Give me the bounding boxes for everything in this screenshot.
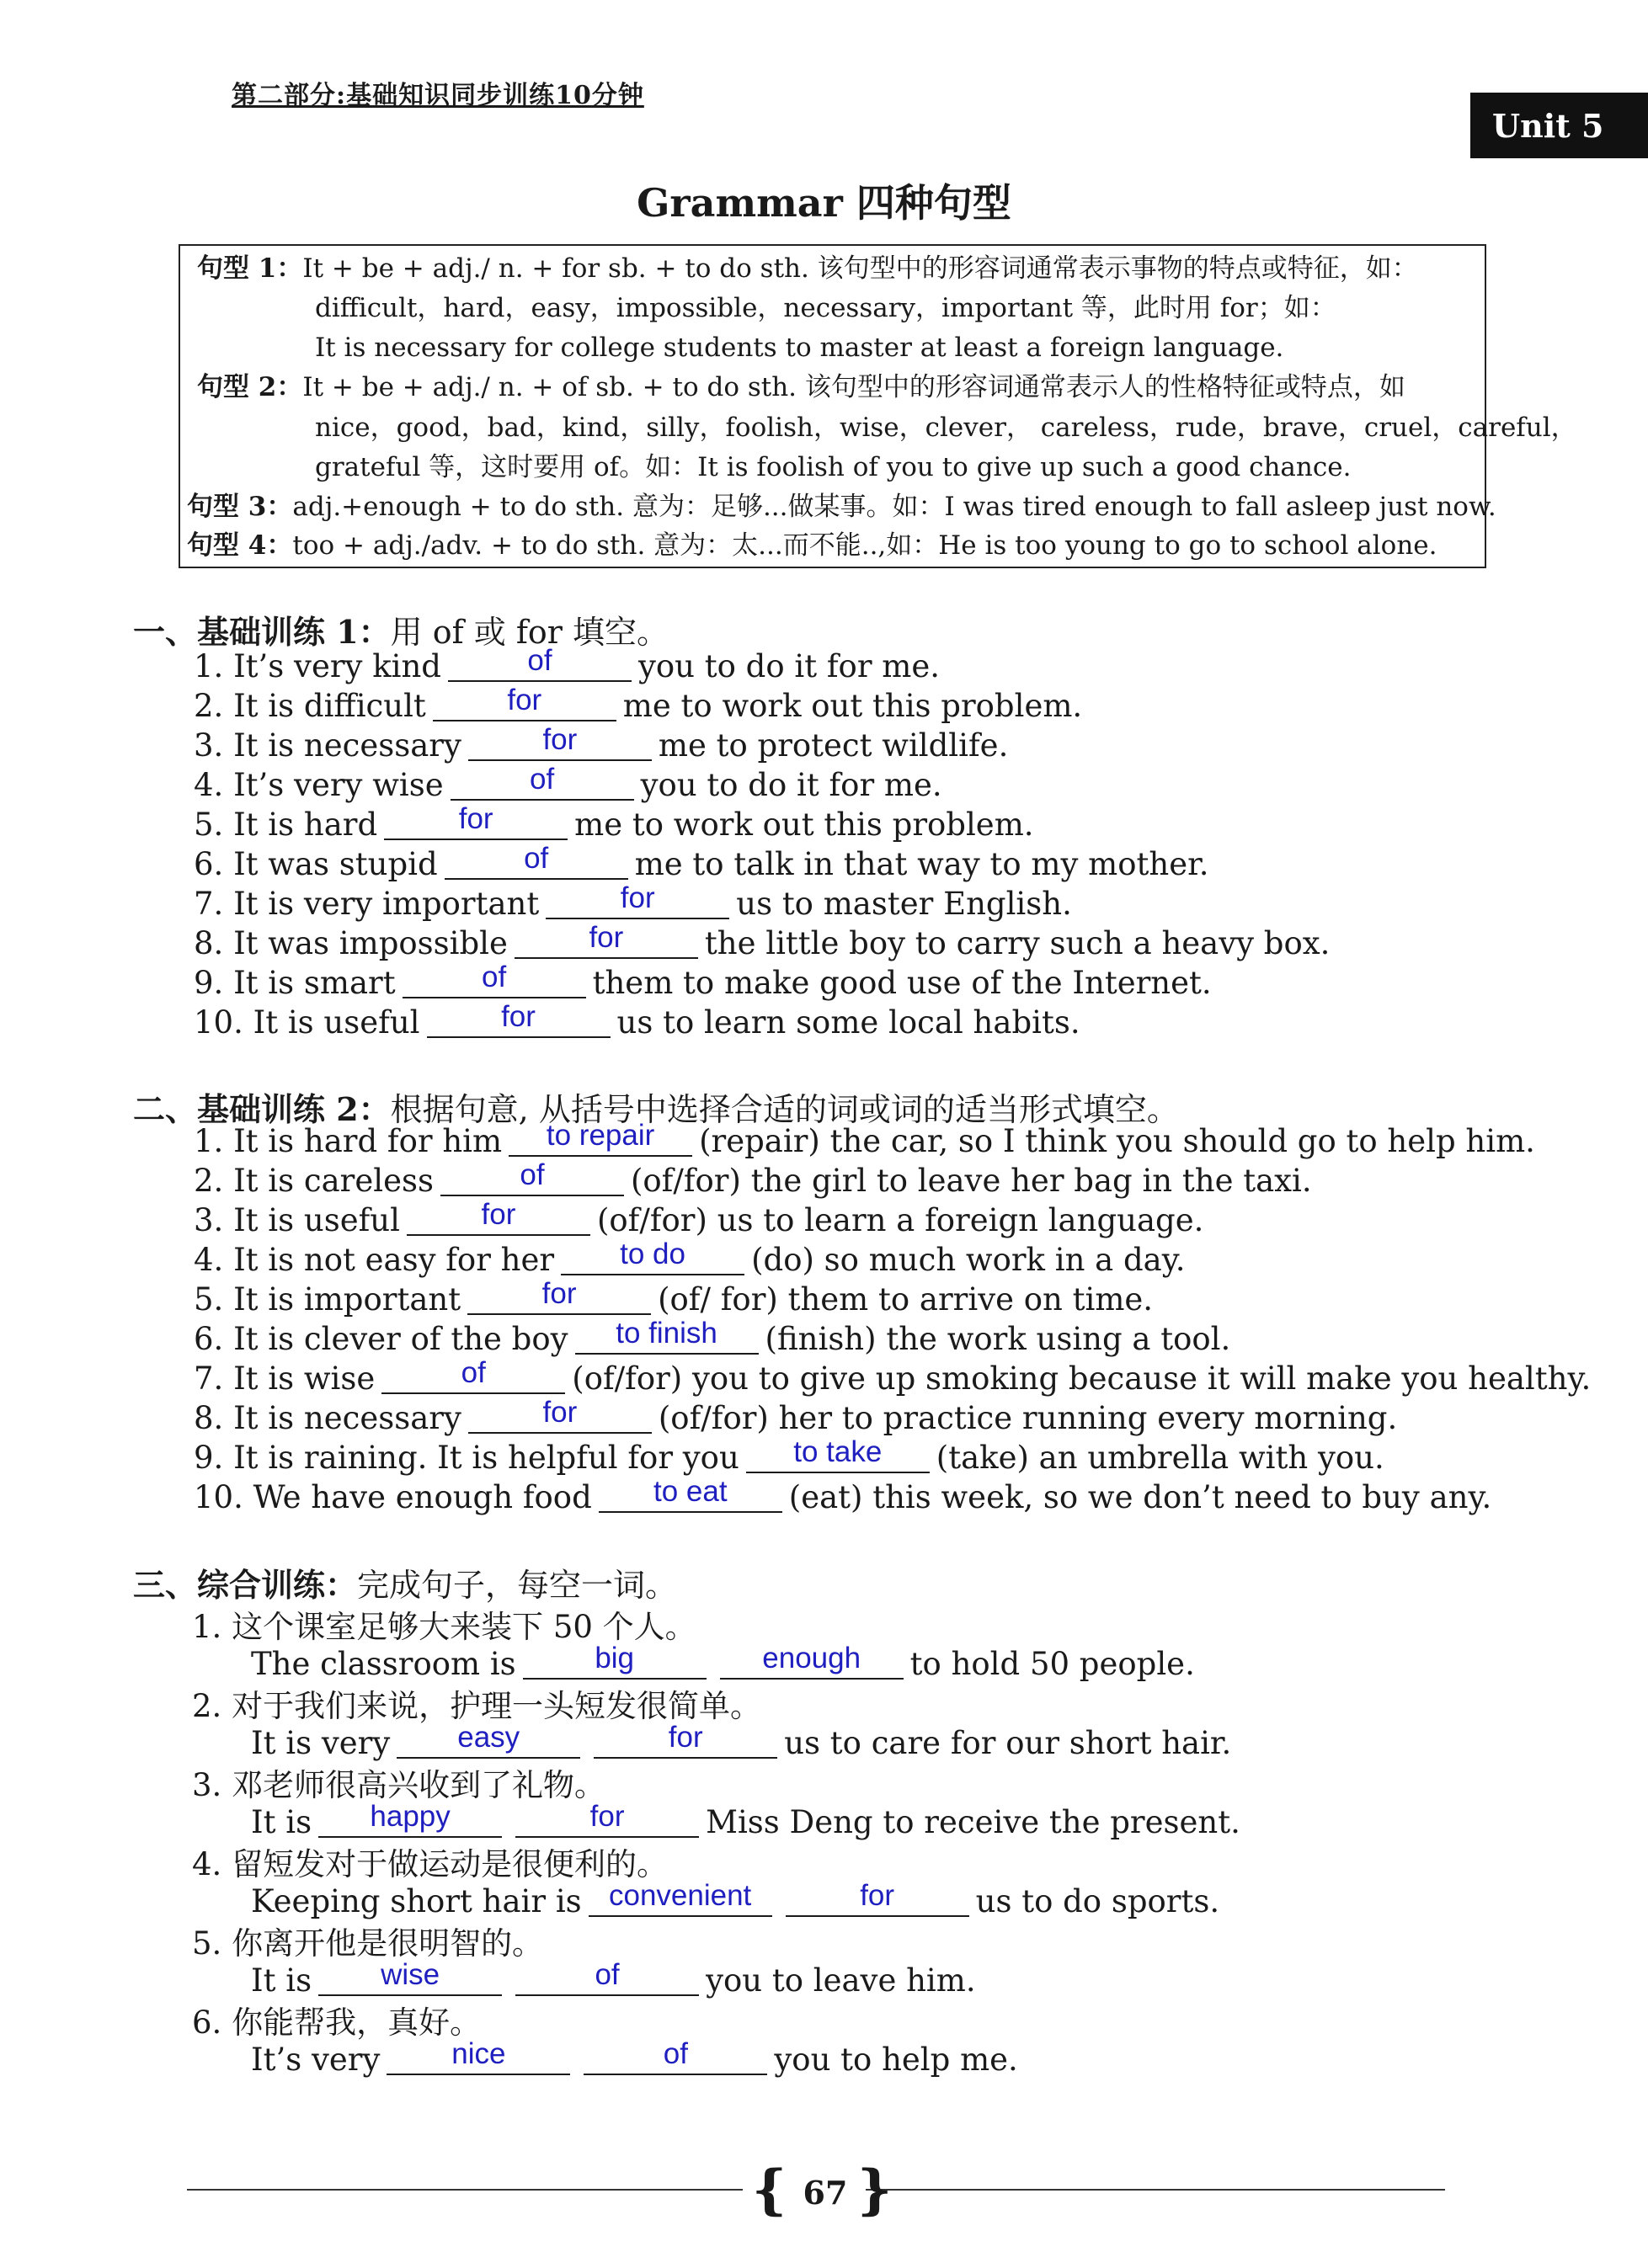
prompt-text: us to care for our short hair. — [784, 1725, 1232, 1761]
prompt-text: 8. It was impossible — [194, 925, 508, 961]
prompt-text: 8. It is necessary — [194, 1400, 461, 1436]
pattern-3-label: 句型 3： — [187, 492, 293, 522]
filled-answer: for — [481, 1198, 516, 1231]
prompt-text: you to do it for me. — [640, 767, 942, 803]
pattern-2-line-1: 句型 2：It + be + adj./ n. + of sb. + to do sth. 该句型中的形容词通常表示人的性格特征或特点，如 — [197, 372, 1405, 402]
answer-blank[interactable] — [515, 921, 698, 959]
answer-blank[interactable] — [584, 2037, 767, 2075]
pattern-4-label: 句型 4： — [187, 530, 293, 561]
answer-blank[interactable] — [445, 842, 628, 880]
prompt-text: you to help me. — [774, 2042, 1018, 2078]
pattern-2-line-3: grateful 等，这时要用 of。如：It is foolish of you to give up such a good chance. — [315, 452, 1352, 482]
answer-blank[interactable] — [515, 1958, 699, 1996]
answer-blank[interactable] — [786, 1879, 969, 1917]
filled-answer: happy — [370, 1800, 451, 1833]
prompt-text: the little boy to carry such a heavy box. — [704, 925, 1331, 961]
answer-blank[interactable] — [468, 723, 652, 761]
pattern-2-line-2: nice，good，bad，kind，silly，foolish，wise，clever， careless，rude，brave，cruel，careful， — [315, 413, 1577, 443]
pattern-1-line-2: difficult，hard，easy，impossible，necessary，important 等，此时用 for；如： — [315, 293, 1336, 323]
answer-blank[interactable] — [599, 1475, 782, 1513]
answer-blank[interactable] — [594, 1721, 777, 1759]
exercise-row — [194, 1317, 1231, 1357]
prompt-text: 7. It is very important — [194, 886, 540, 922]
exercise-row — [251, 2037, 1018, 2078]
exercise-row — [251, 1879, 1220, 1919]
prompt-text: (finish) the work using a tool. — [765, 1321, 1231, 1357]
filled-answer: of — [520, 1158, 545, 1191]
exercise-row — [194, 763, 942, 803]
page-bracket-right: } — [857, 2159, 893, 2222]
answer-blank[interactable] — [448, 644, 632, 682]
filled-answer: for — [542, 1396, 578, 1429]
exercise-row — [194, 723, 1009, 764]
prompt-text: them to make good use of the Internet. — [592, 965, 1212, 1001]
answer-blank[interactable] — [509, 1119, 692, 1157]
filled-answer: for — [458, 802, 493, 835]
prompt-text: Miss Deng to receive the present. — [706, 1804, 1240, 1840]
exercise-row — [194, 1198, 1204, 1238]
filled-answer: wise — [381, 1958, 440, 1991]
answer-blank[interactable] — [575, 1317, 759, 1355]
exercise-row — [251, 1642, 1195, 1682]
filled-answer: easy — [457, 1721, 520, 1754]
prompt-text: me to work out this problem. — [622, 688, 1083, 724]
exercise-row — [194, 684, 1083, 724]
answer-blank[interactable] — [523, 1642, 707, 1680]
prompt-text: 4. It is not easy for her — [194, 1242, 555, 1278]
prompt-text: Keeping short hair is — [251, 1883, 582, 1919]
prompt-text: 5. It is hard — [194, 807, 378, 843]
answer-blank[interactable] — [720, 1642, 904, 1680]
prompt-text: 6. It is clever of the boy — [194, 1321, 568, 1357]
exercise-row — [194, 1435, 1384, 1476]
pattern-4: 句型 4：too + adj./adv. + to do sth. 意为：太...而不能..,如：He is too young to go to school alone. — [187, 530, 1437, 561]
exercise-row — [194, 1158, 1312, 1199]
prompt-text: 2. It is difficult — [194, 688, 426, 724]
prompt-text: you to leave him. — [706, 1962, 976, 1999]
answer-blank[interactable] — [387, 2037, 570, 2075]
filled-answer: of — [481, 961, 507, 993]
filled-answer: to finish — [616, 1317, 717, 1350]
filled-answer: to take — [793, 1435, 883, 1468]
prompt-text: (take) an umbrella with you. — [936, 1440, 1384, 1476]
pattern-1-line-3: It is necessary for college students to master at least a foreign language. — [315, 333, 1284, 363]
prompt-text: It is very — [251, 1725, 391, 1761]
filled-answer: of — [595, 1958, 620, 1991]
answer-blank[interactable] — [589, 1879, 772, 1917]
prompt-text: (eat) this week, so we don’t need to buy any. — [788, 1479, 1492, 1515]
pattern-3: 句型 3：adj.+enough + to do sth. 意为：足够...做某事。如：I was tired enough to fall asleep just now. — [187, 492, 1496, 522]
exercise-row — [194, 921, 1331, 961]
section-1-heading: 一、基础训练 1：用 of 或 for 填空。 — [133, 613, 669, 651]
chinese-prompt: 6. 你能帮我，真好。 — [192, 2004, 482, 2041]
exercise-row — [194, 842, 1209, 882]
filled-answer: for — [507, 684, 542, 716]
answer-blank[interactable] — [440, 1158, 624, 1196]
filled-answer: for — [668, 1721, 703, 1754]
answer-blank[interactable] — [467, 1277, 651, 1315]
grammar-box — [179, 244, 1577, 568]
prompt-text: 2. It is careless — [194, 1163, 434, 1199]
answer-blank[interactable] — [318, 1800, 502, 1838]
prompt-text: me to protect wildlife. — [658, 727, 1009, 764]
prompt-text: me to talk in that way to my mother. — [634, 846, 1209, 882]
chinese-prompt: 3. 邓老师很高兴收到了礼物。 — [192, 1767, 606, 1803]
filled-answer: to do — [620, 1238, 685, 1270]
answer-blank[interactable] — [546, 881, 729, 919]
filled-answer: convenient — [608, 1879, 752, 1912]
prompt-text: (of/for) us to learn a foreign language. — [596, 1202, 1204, 1238]
answer-blank[interactable] — [427, 1000, 611, 1038]
unit-tab: Unit 5 — [1470, 93, 1648, 158]
exercise-row — [194, 881, 1072, 922]
prompt-text: 1. It is hard for him — [194, 1123, 503, 1159]
section-3-heading: 三、综合训练：完成句子，每空一词。 — [133, 1566, 678, 1604]
exercise-row — [194, 1277, 1154, 1318]
prompt-text: 6. It was stupid — [194, 846, 438, 882]
prompt-text: 9. It is smart — [194, 965, 396, 1001]
exercise-row — [194, 1475, 1492, 1515]
pattern-1-line-1: 句型 1：It + be + adj./ n. + for sb. + to do sth. 该句型中的形容词通常表示事物的特点或特征，如： — [197, 253, 1418, 284]
exercise-row — [194, 644, 941, 684]
chinese-prompt: 5. 你离开他是很明智的。 — [192, 1925, 544, 1962]
prompt-text: (of/ for) them to arrive on time. — [658, 1281, 1154, 1318]
filled-answer: nice — [451, 2037, 506, 2070]
prompt-text: 1. It’s very kind — [194, 648, 441, 684]
answer-blank[interactable] — [561, 1238, 744, 1275]
prompt-text: you to do it for me. — [637, 648, 941, 684]
answer-blank[interactable] — [397, 1721, 580, 1759]
filled-answer: for — [589, 921, 624, 954]
prompt-text: 3. It is necessary — [194, 727, 461, 764]
exercise-row — [194, 961, 1212, 1001]
filled-answer: for — [620, 881, 655, 914]
exercise-row — [251, 1958, 976, 1999]
filled-answer: enough — [762, 1642, 861, 1674]
answer-blank[interactable] — [384, 802, 568, 840]
exercise-row — [194, 1238, 1186, 1278]
filled-answer: big — [595, 1642, 635, 1674]
prompt-text: 3. It is useful — [194, 1202, 400, 1238]
page-title: Grammar 四种句型 — [637, 180, 1011, 226]
section-header: 第二部分:基础知识同步训练10分钟 — [232, 81, 644, 110]
section-2-heading: 二、基础训练 2：根据句意, 从括号中选择合适的词或词的适当形式填空。 — [133, 1090, 1179, 1128]
filled-answer: for — [542, 723, 578, 756]
chinese-prompt: 4. 留短发对于做运动是很便利的。 — [192, 1846, 669, 1882]
prompt-text: me to work out this problem. — [574, 807, 1034, 843]
prompt-text: (do) so much work in a day. — [751, 1242, 1186, 1278]
answer-blank[interactable] — [407, 1198, 590, 1236]
prompt-text: It’s very — [251, 2042, 381, 2078]
prompt-text: (of/for) her to practice running every morning. — [658, 1400, 1398, 1436]
answer-blank[interactable] — [381, 1356, 565, 1394]
filled-answer: of — [530, 763, 555, 796]
prompt-text: us to master English. — [736, 886, 1072, 922]
answer-blank[interactable] — [468, 1396, 652, 1434]
answer-blank[interactable] — [318, 1958, 502, 1996]
prompt-text: It is — [251, 1804, 312, 1840]
prompt-text: 10. We have enough food — [194, 1479, 592, 1515]
filled-answer: for — [589, 1800, 625, 1833]
prompt-text: 4. It’s very wise — [194, 767, 444, 803]
pattern-2-label: 句型 2： — [197, 372, 303, 402]
prompt-text: The classroom is — [251, 1646, 516, 1682]
filled-answer: of — [663, 2037, 688, 2070]
filled-answer: for — [501, 1000, 536, 1033]
prompt-text: 9. It is raining. It is helpful for you — [194, 1440, 739, 1476]
exercise-row — [251, 1721, 1232, 1761]
prompt-text: us to do sports. — [975, 1883, 1220, 1919]
answer-blank[interactable] — [451, 763, 634, 801]
prompt-text: It is — [251, 1962, 312, 1999]
answer-blank[interactable] — [403, 961, 586, 998]
prompt-text: to hold 50 people. — [909, 1646, 1195, 1682]
exercise-row — [194, 1396, 1398, 1436]
exercise-row — [251, 1800, 1240, 1840]
page-bracket-left: { — [752, 2159, 787, 2222]
chinese-prompt: 1. 这个课室足够大来装下 50 个人。 — [192, 1609, 696, 1645]
exercise-row — [194, 802, 1034, 843]
filled-answer: of — [461, 1356, 486, 1389]
answer-blank[interactable] — [515, 1800, 699, 1838]
footer-rule-left — [187, 2189, 743, 2191]
filled-answer: of — [527, 644, 552, 677]
answer-blank[interactable] — [433, 684, 616, 721]
exercise-row — [194, 1000, 1080, 1041]
footer-rule-right — [866, 2189, 1445, 2191]
prompt-text: 10. It is useful — [194, 1004, 420, 1041]
prompt-text: 7. It is wise — [194, 1360, 376, 1397]
filled-answer: of — [524, 842, 549, 875]
answer-blank[interactable] — [746, 1435, 930, 1473]
pattern-1-label: 句型 1： — [197, 253, 303, 284]
chinese-prompt: 2. 对于我们来说，护理一头短发很简单。 — [192, 1688, 762, 1724]
filled-answer: to eat — [653, 1475, 728, 1508]
prompt-text: (of/for) you to give up smoking because it will make you healthy. — [572, 1360, 1592, 1397]
prompt-text: 5. It is important — [194, 1281, 461, 1318]
exercise-row — [194, 1356, 1592, 1397]
filled-answer: to repair — [546, 1119, 655, 1152]
prompt-text: (repair) the car, so I think you should go to help him. — [699, 1123, 1535, 1159]
filled-answer: for — [860, 1879, 895, 1912]
prompt-text: us to learn some local habits. — [616, 1004, 1080, 1041]
page-number: 67 — [803, 2174, 848, 2212]
exercise-row — [194, 1119, 1535, 1159]
filled-answer: for — [541, 1277, 577, 1310]
prompt-text: (of/for) the girl to leave her bag in the taxi. — [630, 1163, 1312, 1199]
